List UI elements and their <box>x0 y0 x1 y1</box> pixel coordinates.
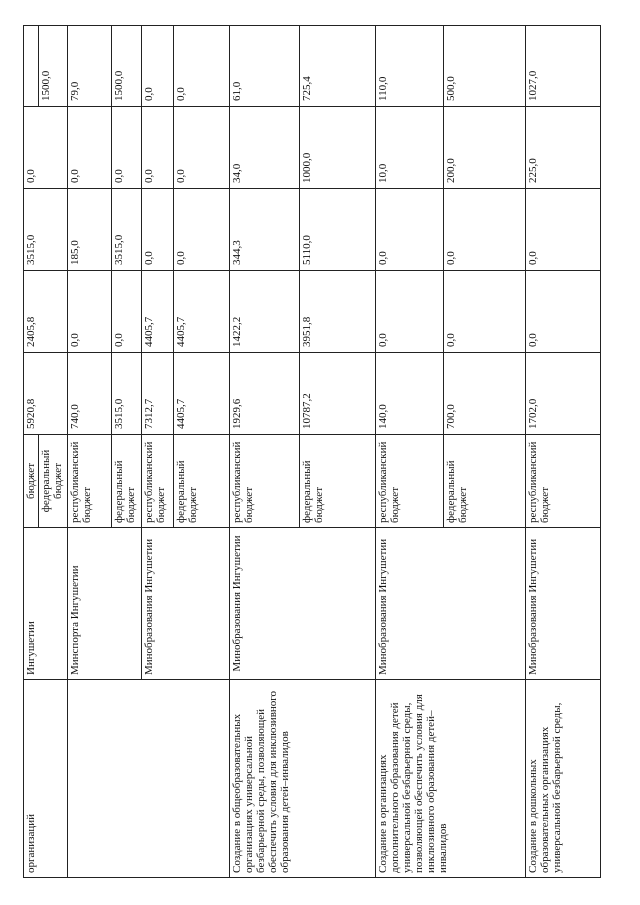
year4-cell: 110,0 <box>376 26 444 107</box>
total-cell: 1929,6 <box>230 353 300 435</box>
budget-cell: федеральный бюджет <box>444 435 526 528</box>
year2-cell: 0,0 <box>526 189 601 271</box>
year4-cell <box>24 26 39 107</box>
executor-cell: Минобразования Ингушетии <box>526 528 601 680</box>
year3-cell: 225,0 <box>526 107 601 189</box>
event-cell: Создание в организациях дополнительного образования детей универсальной безбарьерной среды, позволяющей обеспечить условия для инклюзивного образования детей–инвалидов <box>376 680 526 878</box>
budget-cell: федеральный бюджет <box>112 435 142 528</box>
year1-cell: 0,0 <box>526 271 601 353</box>
year4-cell: 0,0 <box>174 26 230 107</box>
budget-cell: федеральный бюджет <box>300 435 376 528</box>
year2-cell: 0,0 <box>174 189 230 271</box>
year3-cell: 0,0 <box>68 107 112 189</box>
year2-cell: 3515,0 <box>112 189 142 271</box>
table-row <box>526 26 601 878</box>
event-cell: Создание в общеобразовательных организациях универсальной безбарьерной среды, позволяющей обеспечить условия для инклюзивного образования детей–инвалидов <box>230 680 376 878</box>
year1-cell: 2405,8 <box>24 271 68 353</box>
executor-cell: Ингушетии <box>24 528 68 680</box>
budget-cell: республиканский бюджет <box>142 435 174 528</box>
year4-cell: 0,0 <box>142 26 174 107</box>
total-cell: 7312,7 <box>142 353 174 435</box>
year4-cell: 61,0 <box>230 26 300 107</box>
year3-cell: 10,0 <box>376 107 444 189</box>
rotated-table-container <box>23 26 598 878</box>
year1-cell: 3951,8 <box>300 271 376 353</box>
table-row <box>376 26 444 878</box>
total-cell: 740,0 <box>68 353 112 435</box>
year1-cell: 4405,7 <box>174 271 230 353</box>
executor-cell: Минобразования Ингушетии <box>142 528 230 680</box>
year1-cell: 1422,2 <box>230 271 300 353</box>
total-cell: 5920,8 <box>24 353 68 435</box>
table-row <box>24 26 39 878</box>
year2-cell: 5110,0 <box>300 189 376 271</box>
year3-cell: 1000,0 <box>300 107 376 189</box>
budget-cell: республиканский бюджет <box>68 435 112 528</box>
event-cell: организаций <box>24 680 68 878</box>
year2-cell: 0,0 <box>444 189 526 271</box>
year2-cell: 185,0 <box>68 189 112 271</box>
year3-cell: 0,0 <box>142 107 174 189</box>
year2-cell: 3515,0 <box>24 189 68 271</box>
year2-cell: 344,3 <box>230 189 300 271</box>
executor-cell: Минобразования Ингушетии <box>376 528 526 680</box>
budget-cell: федеральный бюджет <box>174 435 230 528</box>
budget-table <box>23 25 601 878</box>
total-cell: 700,0 <box>444 353 526 435</box>
table-row <box>68 26 112 878</box>
year2-cell: 0,0 <box>376 189 444 271</box>
year4-cell: 500,0 <box>444 26 526 107</box>
year1-cell: 0,0 <box>444 271 526 353</box>
total-cell: 140,0 <box>376 353 444 435</box>
budget-cell: республиканский бюджет <box>230 435 300 528</box>
year4-cell: 725,4 <box>300 26 376 107</box>
year2-cell: 0,0 <box>142 189 174 271</box>
event-cell <box>68 680 230 878</box>
year3-cell: 34,0 <box>230 107 300 189</box>
total-cell: 1702,0 <box>526 353 601 435</box>
year4-cell: 1027,0 <box>526 26 601 107</box>
year3-cell: 0,0 <box>174 107 230 189</box>
table-row <box>230 26 300 878</box>
budget-cell: республиканский бюджет <box>376 435 444 528</box>
budget-cell: бюджет <box>24 435 39 528</box>
total-cell: 3515,0 <box>112 353 142 435</box>
year3-cell: 0,0 <box>24 107 68 189</box>
total-cell: 10787,2 <box>300 353 376 435</box>
executor-cell: Минспорта Ингушетии <box>68 528 142 680</box>
budget-cell: федеральный бюджет <box>39 435 68 528</box>
year4-cell: 1500,0 <box>112 26 142 107</box>
year3-cell: 200,0 <box>444 107 526 189</box>
budget-cell: республиканский бюджет <box>526 435 601 528</box>
year1-cell: 0,0 <box>112 271 142 353</box>
total-cell: 4405,7 <box>174 353 230 435</box>
year1-cell: 4405,7 <box>142 271 174 353</box>
year1-cell: 0,0 <box>376 271 444 353</box>
event-cell: Создание в дошкольных образовательных организациях универсальной безбарьерной среды, <box>526 680 601 878</box>
year3-cell: 0,0 <box>112 107 142 189</box>
executor-cell: Минобразования Ингушетии <box>230 528 376 680</box>
year4-cell: 79,0 <box>68 26 112 107</box>
year1-cell: 0,0 <box>68 271 112 353</box>
year4-cell: 1500,0 <box>39 26 68 107</box>
